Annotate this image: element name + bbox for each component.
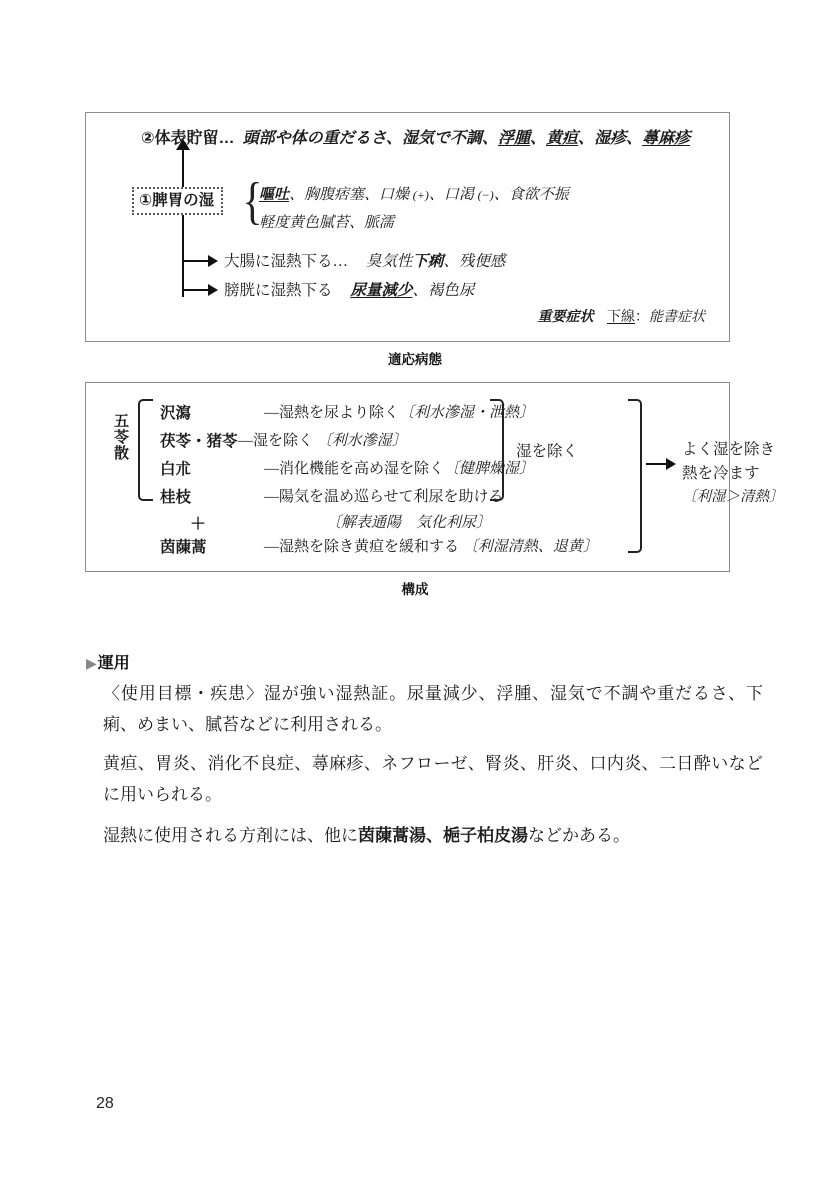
herb-name-2: 茯苓・猪苓 — [160, 433, 238, 450]
branch-symptoms-1: 臭気性下痢、残便感 — [365, 253, 506, 270]
arrow-right-icon-3 — [666, 458, 676, 470]
result-line-3: 〔利湿＞清熱〕 — [682, 489, 784, 506]
arrow-right-icon-1 — [208, 255, 218, 267]
paragraph-usage-targets — [86, 678, 763, 741]
section-heading-label: 運用 — [97, 655, 130, 672]
herb-name-4: 桂枝 — [160, 489, 192, 506]
herb-name-5: 茵蔯蒿 — [160, 539, 207, 556]
branch-line-2 — [182, 289, 210, 291]
triangle-bullet-icon: ▶ — [86, 655, 97, 671]
herb-desc-3: ―消化機能を高め湿を除く〔健脾燥湿〕 — [264, 461, 535, 477]
top-symptom-line — [141, 125, 690, 148]
result-effect-text — [682, 438, 784, 509]
branch-row-1 — [224, 249, 505, 271]
figure2-caption: 構成 — [401, 582, 429, 597]
legend-separator: ： — [635, 310, 649, 325]
branch-label-2: 膀胱に湿熱下る — [224, 282, 333, 299]
paragraph1-lead: 〈使用目標・疾患〉 — [103, 684, 264, 703]
formula-name-vertical: 五苓散 — [112, 413, 129, 461]
result-line-2: 熱を冷ます — [682, 465, 760, 483]
mid-effect-label: 湿を除く — [516, 443, 579, 460]
page-number: 28 — [96, 1095, 114, 1112]
figure-composition-box — [85, 382, 784, 572]
paragraph-related-formulas — [86, 820, 763, 851]
result-line-1: よく湿を除き — [682, 441, 776, 458]
group-bracket-icon-1 — [490, 399, 504, 501]
legend-underline-term: 下線 — [607, 310, 635, 325]
arrow-right-icon-2 — [208, 284, 218, 296]
figure-legend — [538, 306, 706, 326]
result-arrow-line — [646, 463, 668, 465]
branch-label-1: 大腸に湿熱下る… — [224, 253, 349, 270]
branch-row-2 — [224, 278, 474, 300]
section-heading — [86, 650, 130, 673]
branch-line-1 — [182, 260, 210, 262]
figure-adaptive-pathology-box — [85, 112, 730, 342]
herb-desc-4: ―陽気を温め巡らせて利尿を助ける — [264, 489, 504, 505]
paragraph-diseases: 黄疸、胃炎、消化不良症、蕁麻疹、ネフローゼ、腎炎、肝炎、口内炎、二日酔いなどに用いられる。 — [103, 754, 763, 805]
figure1-caption: 適応病態 — [388, 352, 442, 367]
flow-trunk-line — [182, 147, 184, 297]
herb-desc-2: ―湿を除く 〔利水滲湿〕 — [238, 433, 407, 449]
herb-desc-1: ―湿熱を尿より除く〔利水滲湿・泄熱〕 — [264, 405, 535, 421]
paragraph1-body: 湿が強い湿熱証。尿量減少、浮腫、湿気で不調や重だるさ、下痢、めまい、膩苔などに利用される。 — [103, 684, 763, 735]
legend-underline-meaning: 能書症状 — [649, 310, 705, 325]
source-label-box: ①脾胃の湿 — [132, 187, 223, 215]
herb-name-1: 沢瀉 — [160, 405, 192, 422]
curly-brace-icon: { — [242, 173, 263, 230]
herb-desc-6: ―湿熱を除き黄疸を緩和する 〔利湿清熱、退黄〕 — [264, 539, 598, 555]
herb-name-3: 白朮 — [160, 461, 192, 478]
paragraph3-post: などかある。 — [528, 826, 630, 845]
branch-symptoms-2: 尿量減少、褐色尿 — [350, 282, 475, 299]
plus-sign: ＋ — [190, 516, 207, 533]
herb-desc-5: 〔解表通陽 気化利尿〕 — [326, 515, 492, 531]
group-bracket-icon-2 — [628, 399, 642, 553]
paragraph3-pre: 湿熱に使用される方剤には、他に — [103, 826, 358, 845]
top-line-items: 頭部や体の重だるさ、湿気で不調、浮腫、黄疸、湿疹、蕁麻疹 — [242, 130, 691, 147]
top-line-label: ②体表貯留… — [141, 130, 235, 147]
symptom-line-1: 嘔吐、胸腹痞塞、口燥 (+)、口渇 (−)、食欲不振 — [259, 187, 569, 203]
paragraph3-bold-formulas: 茵蔯蒿湯、梔子柏皮湯 — [358, 826, 528, 845]
arrow-up-icon — [176, 139, 190, 150]
symptom-line-2: 軽度黄色膩苔、脈濡 — [259, 215, 395, 231]
left-bracket-icon — [138, 399, 153, 501]
legend-important: 重要症状 — [537, 310, 594, 325]
